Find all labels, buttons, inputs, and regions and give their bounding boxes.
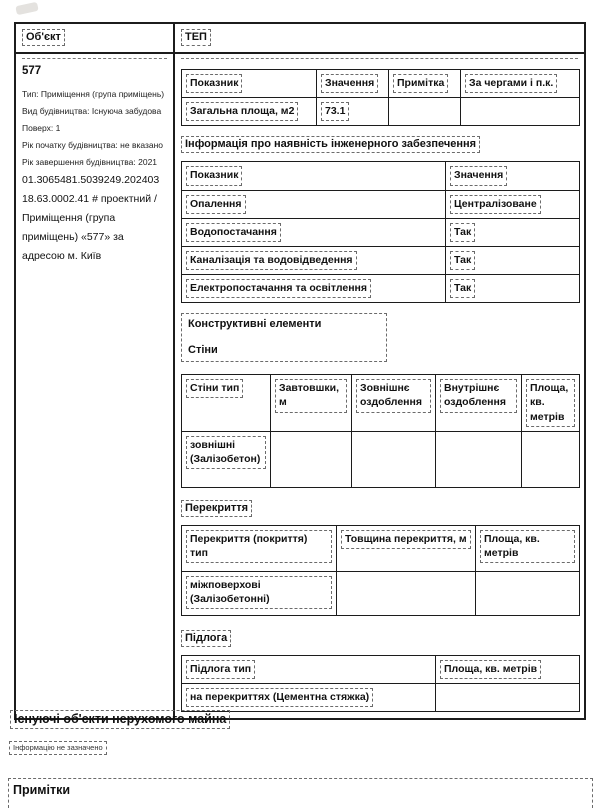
sewage-value-field[interactable]: Так bbox=[450, 251, 475, 270]
electricity-label-field[interactable]: Електропостачання та освітлення bbox=[186, 279, 371, 298]
tep-indicators-table bbox=[181, 69, 580, 126]
tep-col-indicator-field[interactable]: Показник bbox=[186, 74, 242, 93]
slabs-col-type-field[interactable]: Перекриття (покриття) тип bbox=[186, 530, 332, 563]
walls-area-cell bbox=[522, 431, 580, 487]
slabs-label-field[interactable]: Перекриття bbox=[181, 500, 252, 517]
eng-col-indicator bbox=[182, 162, 446, 190]
no-information-note bbox=[9, 741, 107, 755]
walls-label: Стіни bbox=[188, 344, 218, 357]
eng-col-value-field[interactable]: Значення bbox=[450, 166, 507, 185]
body-row bbox=[15, 53, 585, 719]
floors-type-field[interactable]: на перекриттях (Цементна стяжка) bbox=[186, 688, 373, 707]
tep-col-note bbox=[389, 70, 461, 98]
electricity-value-field[interactable]: Так bbox=[450, 279, 475, 298]
electricity-value-cell bbox=[446, 275, 580, 303]
object-info-cell bbox=[15, 53, 174, 719]
slabs-thickness-cell bbox=[337, 571, 476, 615]
slabs-area-cell bbox=[476, 571, 580, 615]
walls-col-thickness-field[interactable]: Завтовшки, м bbox=[275, 379, 347, 412]
slabs-type-field[interactable]: міжповерхові (Залізобетонні) bbox=[186, 576, 332, 609]
tep-header-cell bbox=[174, 23, 585, 53]
table-row bbox=[182, 218, 580, 246]
project-reference: 01.3065481.5039249.202403 18.63.0002.41 # проектний / Приміщення (група приміщень) «577» за адресою м. Київ bbox=[22, 174, 160, 262]
object-detail-construction-kind: Вид будівництва: Існуюча забудова bbox=[22, 105, 162, 116]
slabs-col-area bbox=[476, 525, 580, 571]
tep-header-field[interactable]: ТЕП bbox=[181, 29, 211, 46]
walls-table bbox=[181, 374, 580, 488]
walls-exterior-finish-cell bbox=[352, 431, 436, 487]
floors-table bbox=[181, 655, 580, 712]
table-header-row bbox=[182, 655, 580, 683]
table-row bbox=[182, 683, 580, 711]
table-header-row bbox=[182, 162, 580, 190]
floors-col-area-field[interactable]: Площа, кв. метрів bbox=[440, 660, 541, 679]
object-detail-type: Тип: Приміщення (група приміщень) bbox=[22, 89, 165, 99]
scan-artifact bbox=[15, 2, 38, 15]
heating-label-field[interactable]: Опалення bbox=[186, 195, 246, 214]
engineering-table bbox=[181, 161, 580, 303]
water-value-cell bbox=[446, 218, 580, 246]
water-label-cell bbox=[182, 218, 446, 246]
heating-value-cell bbox=[446, 190, 580, 218]
walls-interior-finish-cell bbox=[436, 431, 522, 487]
notes-title: Примітки bbox=[13, 783, 71, 797]
floors-label-field[interactable]: Підлога bbox=[181, 630, 231, 647]
table-row bbox=[182, 98, 580, 126]
walls-col-area bbox=[522, 375, 580, 432]
floors-area-cell bbox=[436, 683, 580, 711]
sewage-label-cell bbox=[182, 246, 446, 274]
walls-col-thickness bbox=[271, 375, 352, 432]
tep-col-indicator bbox=[182, 70, 317, 98]
floors-col-area bbox=[436, 655, 580, 683]
walls-type-field[interactable]: зовнішні (Залізобетон) bbox=[186, 436, 266, 469]
walls-col-area-field[interactable]: Площа, кв. метрів bbox=[526, 379, 575, 427]
table-header-row bbox=[182, 525, 580, 571]
object-detail-start-year: Рік початку будівництва: не вказано bbox=[22, 139, 164, 150]
object-header-field[interactable]: Об'єкт bbox=[22, 29, 65, 46]
total-area-note-cell bbox=[389, 98, 461, 126]
tep-content-cell bbox=[174, 53, 585, 719]
object-detail-floor: Поверх: 1 bbox=[22, 122, 61, 133]
object-detail-end-year: Рік завершення будівництва: 2021 bbox=[22, 156, 158, 167]
heating-label-cell bbox=[182, 190, 446, 218]
floors-col-type-field[interactable]: Підлога тип bbox=[186, 660, 255, 679]
tep-col-note-field[interactable]: Примітка bbox=[393, 74, 448, 93]
tep-content bbox=[181, 58, 578, 712]
eng-col-value bbox=[446, 162, 580, 190]
sewage-value-cell bbox=[446, 246, 580, 274]
heating-value-field[interactable]: Централізоване bbox=[450, 195, 541, 214]
table-row bbox=[182, 190, 580, 218]
walls-col-type-field[interactable]: Стіни тип bbox=[186, 379, 243, 398]
water-label-field[interactable]: Водопостачання bbox=[186, 223, 281, 242]
object-id: 577 bbox=[22, 65, 42, 77]
water-value-field[interactable]: Так bbox=[450, 223, 475, 242]
engineering-title-field[interactable]: Інформація про наявність інженерного забезпечення bbox=[181, 136, 480, 153]
total-area-value-field[interactable]: 73.1 bbox=[321, 102, 349, 121]
document-main-table bbox=[14, 22, 586, 720]
tep-col-value bbox=[317, 70, 389, 98]
slabs-col-type bbox=[182, 525, 337, 571]
slabs-table bbox=[181, 525, 580, 616]
walls-type-cell bbox=[182, 431, 271, 487]
engineering-section-title bbox=[181, 134, 578, 153]
slabs-type-cell bbox=[182, 571, 337, 615]
total-area-stages-cell bbox=[461, 98, 580, 126]
slabs-col-area-field[interactable]: Площа, кв. метрів bbox=[480, 530, 575, 563]
slabs-section-label bbox=[181, 498, 578, 517]
total-area-value-cell bbox=[317, 98, 389, 126]
tep-col-stages bbox=[461, 70, 580, 98]
walls-thickness-cell bbox=[271, 431, 352, 487]
walls-col-interior-finish-field[interactable]: Внутрішнє оздоблення bbox=[440, 379, 517, 412]
walls-col-exterior-finish-field[interactable]: Зовнішнє оздоблення bbox=[356, 379, 431, 412]
constructive-elements-box[interactable] bbox=[181, 313, 387, 362]
notes-section[interactable] bbox=[8, 778, 593, 808]
table-row bbox=[182, 246, 580, 274]
floors-section-label bbox=[181, 628, 578, 647]
total-area-label-field[interactable]: Загальна площа, м2 bbox=[186, 102, 298, 121]
tep-col-stages-field[interactable]: За чергами і п.к. bbox=[465, 74, 557, 93]
no-information-field[interactable]: Інформацію не зазначено bbox=[9, 741, 107, 755]
existing-objects-title-field[interactable]: Існуючі об'єкти нерухомого майна bbox=[10, 710, 230, 729]
table-header-row bbox=[182, 375, 580, 432]
header-row bbox=[15, 23, 585, 53]
object-header-cell bbox=[15, 23, 174, 53]
table-row bbox=[182, 431, 580, 487]
total-area-label-cell bbox=[182, 98, 317, 126]
sewage-label-field[interactable]: Каналізація та водовідведення bbox=[186, 251, 357, 270]
floors-type-cell bbox=[182, 683, 436, 711]
table-row bbox=[182, 275, 580, 303]
eng-col-indicator-field[interactable]: Показник bbox=[186, 166, 242, 185]
electricity-label-cell bbox=[182, 275, 446, 303]
slabs-col-thickness-field[interactable]: Товщина перекриття, м bbox=[341, 530, 471, 549]
walls-col-exterior-finish bbox=[352, 375, 436, 432]
floors-col-type bbox=[182, 655, 436, 683]
table-header-row bbox=[182, 70, 580, 98]
existing-objects-section bbox=[10, 710, 230, 729]
tep-col-value-field[interactable]: Значення bbox=[321, 74, 378, 93]
walls-col-interior-finish bbox=[436, 375, 522, 432]
slabs-col-thickness bbox=[337, 525, 476, 571]
object-info-content bbox=[22, 58, 167, 712]
walls-col-type bbox=[182, 375, 271, 432]
constructive-elements-title: Конструктивні елементи bbox=[188, 318, 322, 331]
table-row bbox=[182, 571, 580, 615]
